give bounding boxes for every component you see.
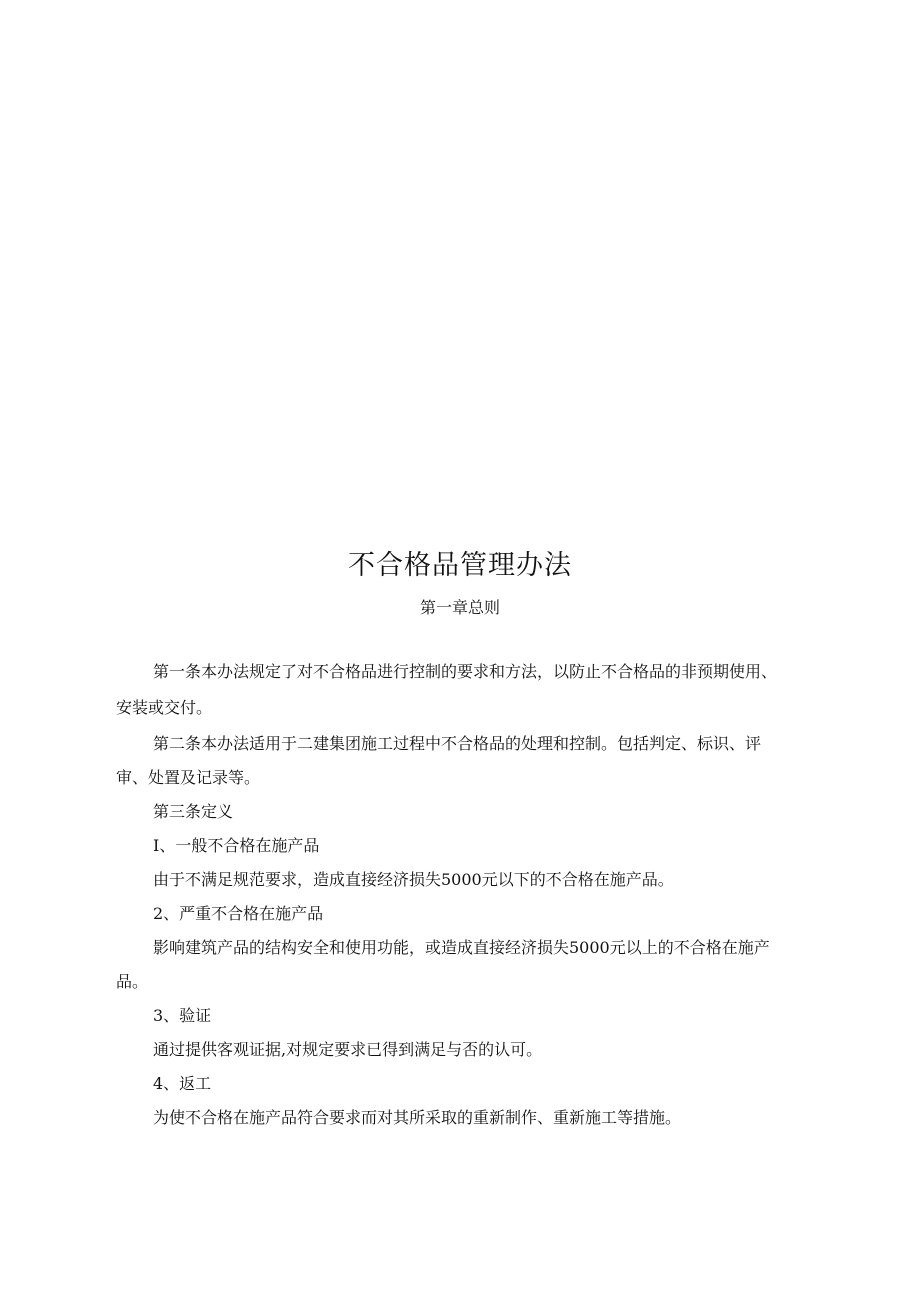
definition-1-text: 由于不满足规范要求，造成直接经济损失5000元以下的不合格在施产品。: [153, 870, 674, 889]
definition-2-text-line-2: 品。: [116, 972, 149, 991]
chapter-heading: 第一章总则: [419, 598, 500, 617]
definition-3-text: 通过提供客观证据,对规定要求已得到满足与否的认可。: [153, 1040, 543, 1059]
definition-2-text-line-1: 影响建筑产品的结构安全和使用功能，或造成直接经济损失5000元以上的不合格在施产: [153, 938, 770, 957]
article-1-line-2: 安装或交付。: [116, 698, 213, 717]
definition-4-heading: 4、返工: [153, 1074, 212, 1093]
article-3-heading: 第三条定义: [153, 802, 234, 821]
article-2-line-1: 第二条本办法适用于二建集团施工过程中不合格品的处理和控制。包括判定、标识、评: [153, 734, 762, 753]
definition-4-text: 为使不合格在施产品符合要求而对其所采取的重新制作、重新施工等措施。: [153, 1108, 682, 1127]
definition-2-heading: 2、严重不合格在施产品: [153, 904, 324, 923]
definition-1-heading: I、一般不合格在施产品: [153, 836, 320, 855]
article-1-line-1: 第一条本办法规定了对不合格品进行控制的要求和方法，以防止不合格品的非预期使用、: [153, 662, 778, 681]
document-title: 不合格品管理办法: [348, 550, 572, 581]
definition-3-heading: 3、验证: [153, 1006, 212, 1025]
article-2-line-2: 审、处置及记录等。: [116, 768, 261, 787]
